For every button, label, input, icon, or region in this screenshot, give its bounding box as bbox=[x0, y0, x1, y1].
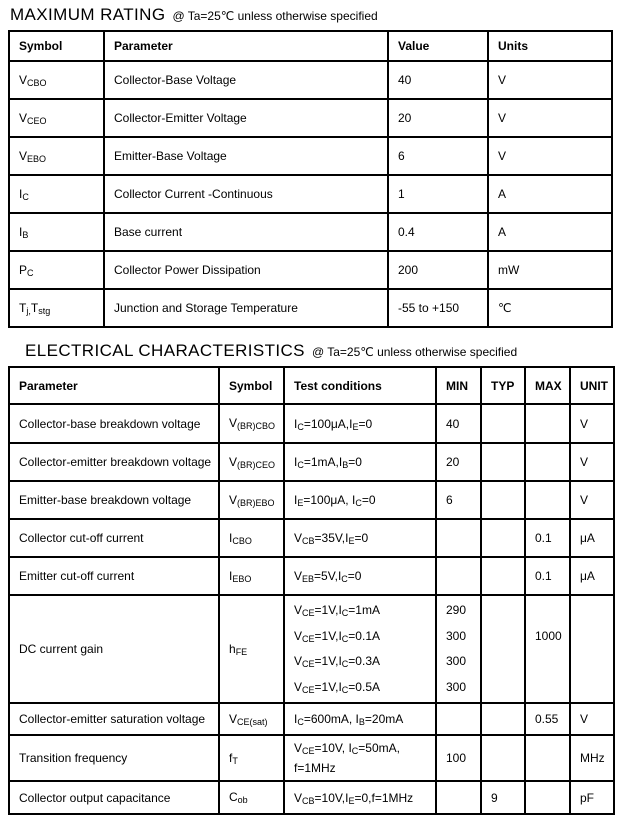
max-rating-row bbox=[9, 213, 612, 251]
subscript: CE bbox=[302, 608, 315, 618]
column-header-symbol: Symbol bbox=[9, 31, 104, 61]
symbol-cell: $P_C$ bbox=[9, 251, 104, 289]
test-conditions-cell bbox=[284, 781, 436, 814]
max-rating-row bbox=[9, 289, 612, 327]
parameter-cell: Emitter-Base Voltage bbox=[104, 137, 388, 175]
maximum-rating-conditions-note: @ Ta=25℃ unless otherwise specified bbox=[172, 9, 378, 23]
column-header-parameter: Parameter bbox=[104, 31, 388, 61]
units-cell: mW bbox=[488, 251, 612, 289]
typ-cell: 9 bbox=[481, 781, 525, 814]
subscript: CB bbox=[302, 536, 315, 546]
test-conditions-cell bbox=[284, 404, 436, 443]
subscript: E bbox=[352, 421, 359, 432]
column-header-typ: TYP bbox=[481, 367, 525, 404]
subscript: CE(sat) bbox=[237, 716, 268, 727]
min-cell bbox=[436, 703, 481, 735]
test-conditions-cell bbox=[284, 481, 436, 519]
symbol-cell: $V_{CBO}$ bbox=[9, 61, 104, 99]
column-header-units: Units bbox=[488, 31, 612, 61]
cell-line: 300 bbox=[446, 679, 467, 694]
subscript: (BR)EBO bbox=[237, 497, 275, 508]
units-cell: ℃ bbox=[488, 289, 612, 327]
cell-line bbox=[535, 598, 565, 624]
min-cell: 20 bbox=[436, 443, 481, 481]
cell-line bbox=[535, 675, 565, 701]
max-rating-row bbox=[9, 99, 612, 137]
value-cell: 200 bbox=[388, 251, 488, 289]
cell-line: 300 bbox=[446, 654, 467, 668]
cell-line: $I_C=600mA$, $I_B=20mA$ bbox=[294, 712, 404, 727]
test-conditions-cell bbox=[284, 703, 436, 735]
cell-line: $V_{CB}=35V,I_E=0$ bbox=[294, 531, 369, 546]
cell-line: $I_E=100\mu A$, $I_C=0$ bbox=[294, 493, 376, 508]
max-cell bbox=[525, 781, 570, 814]
symbol-cell: $I_{EBO}$ bbox=[219, 557, 284, 595]
subscript: C bbox=[297, 717, 304, 727]
min-cell bbox=[436, 557, 481, 595]
electrical-characteristics-conditions-note: @ Ta=25℃ unless otherwise specified bbox=[311, 345, 518, 359]
subscript: E bbox=[348, 536, 355, 546]
maximum-rating-heading: MAXIMUM RATING bbox=[10, 5, 166, 24]
cell-line: $I_C=100\mu A,I_E=0$ bbox=[294, 416, 373, 432]
subscript: B bbox=[358, 717, 365, 727]
typ-cell bbox=[481, 481, 525, 519]
value-cell: 20 bbox=[388, 99, 488, 137]
unit-cell: V bbox=[570, 703, 614, 735]
symbol-cell: $V_{CE(sat)}$ bbox=[219, 703, 284, 735]
typ-cell bbox=[481, 735, 525, 781]
parameter-cell: Collector output capacitance bbox=[9, 781, 219, 814]
parameter-cell: Emitter cut-off current bbox=[9, 557, 219, 595]
electrical-row bbox=[9, 595, 614, 703]
cell-line: f=1MHz bbox=[294, 761, 336, 775]
cell-line: $V_{CE}=1V,I_C=0.3A$ bbox=[294, 654, 380, 669]
min-cell bbox=[436, 519, 481, 557]
cell-line: $V_{CE}=1V,I_C=0.1A$ bbox=[294, 628, 380, 644]
max-cell bbox=[525, 404, 570, 443]
subscript: C bbox=[351, 746, 359, 756]
typ-cell bbox=[481, 703, 525, 735]
symbol-cell: $I_{CBO}$ bbox=[219, 519, 284, 557]
parameter-cell: Junction and Storage Temperature bbox=[104, 289, 388, 327]
subscript: C bbox=[297, 460, 304, 470]
cell-line: $V_{CE}=1V,I_C=0.5A$ bbox=[294, 679, 380, 695]
symbol-cell: $V_{(BR)CBO}$ bbox=[219, 404, 284, 443]
maximum-rating-title bbox=[10, 5, 611, 27]
column-header-symbol: Symbol bbox=[219, 367, 284, 404]
electrical-characteristics-heading: ELECTRICAL CHARACTERISTICS bbox=[25, 341, 305, 360]
subscript: CE bbox=[302, 746, 315, 756]
subscript: EB bbox=[302, 574, 315, 584]
parameter-cell: Collector Power Dissipation bbox=[104, 251, 388, 289]
electrical-header-row bbox=[9, 367, 614, 404]
symbol-cell: $I_B$ bbox=[9, 213, 104, 251]
subscript: CBO bbox=[27, 77, 47, 88]
cell-line: 1000 bbox=[535, 628, 562, 643]
subscript: (BR)CEO bbox=[237, 459, 276, 470]
parameter-cell: DC current gain bbox=[9, 595, 219, 703]
electrical-row bbox=[9, 557, 614, 595]
test-conditions-cell bbox=[284, 519, 436, 557]
typ-cell bbox=[481, 557, 525, 595]
electrical-characteristics-section bbox=[8, 341, 611, 815]
min-cell: 100 bbox=[436, 735, 481, 781]
subscript: EBO bbox=[232, 573, 252, 584]
subscript: C bbox=[22, 191, 29, 202]
symbol-cell: $V_{(BR)EBO}$ bbox=[219, 481, 284, 519]
subscript: (BR)CBO bbox=[237, 421, 276, 431]
subscript: CE bbox=[302, 659, 315, 669]
units-cell: V bbox=[488, 137, 612, 175]
min-cell: 6 bbox=[436, 481, 481, 519]
maximum-rating-section bbox=[8, 5, 611, 328]
max-cell bbox=[525, 443, 570, 481]
min-cell bbox=[436, 781, 481, 814]
column-header-unit: UNIT bbox=[570, 367, 614, 404]
parameter-cell: Collector-emitter saturation voltage bbox=[9, 703, 219, 735]
value-cell: 0.4 bbox=[388, 213, 488, 251]
value-cell: -55 to +150 bbox=[388, 289, 488, 327]
units-cell: A bbox=[488, 213, 612, 251]
cell-line: $V_{CE}=10V$, $I_C=50mA$, bbox=[294, 741, 400, 756]
subscript: CE bbox=[302, 633, 315, 644]
min-cell bbox=[436, 595, 481, 703]
symbol-cell: $T_{j,}T_{stg}$ bbox=[9, 289, 104, 327]
test-conditions-cell bbox=[284, 557, 436, 595]
subscript: ob bbox=[237, 795, 248, 805]
parameter-cell: Collector Current -Continuous bbox=[104, 175, 388, 213]
max-rating-row bbox=[9, 175, 612, 213]
unit-cell: μA bbox=[570, 519, 614, 557]
symbol-cell: $C_{ob}$ bbox=[219, 781, 284, 814]
parameter-cell: Collector-base breakdown voltage bbox=[9, 404, 219, 443]
max-rating-row bbox=[9, 61, 612, 99]
column-header-value: Value bbox=[388, 31, 488, 61]
units-cell: A bbox=[488, 175, 612, 213]
subscript: C bbox=[341, 659, 349, 669]
parameter-cell: Transition frequency bbox=[9, 735, 219, 781]
subscript: stg bbox=[38, 305, 51, 316]
subscript: T bbox=[232, 755, 238, 766]
parameter-cell: Collector-emitter breakdown voltage bbox=[9, 443, 219, 481]
subscript: C bbox=[341, 684, 349, 695]
unit-cell: V bbox=[570, 443, 614, 481]
typ-cell bbox=[481, 595, 525, 703]
subscript: C bbox=[341, 633, 349, 644]
test-conditions-cell bbox=[284, 443, 436, 481]
parameter-cell: Collector cut-off current bbox=[9, 519, 219, 557]
subscript: CE bbox=[302, 684, 315, 695]
symbol-cell: $V_{EBO}$ bbox=[9, 137, 104, 175]
subscript: B bbox=[22, 229, 29, 240]
max-rating-row bbox=[9, 137, 612, 175]
parameter-cell: Collector-Emitter Voltage bbox=[104, 99, 388, 137]
unit-cell: pF bbox=[570, 781, 614, 814]
electrical-row bbox=[9, 443, 614, 481]
max-rating-header-row bbox=[9, 31, 612, 61]
electrical-row bbox=[9, 703, 614, 735]
symbol-cell: $I_C$ bbox=[9, 175, 104, 213]
max-cell: 0.55 bbox=[525, 703, 570, 735]
unit-cell bbox=[570, 595, 614, 703]
max-cell: 0.1 bbox=[525, 519, 570, 557]
typ-cell bbox=[481, 404, 525, 443]
unit-cell: V bbox=[570, 481, 614, 519]
subscript: EBO bbox=[27, 153, 47, 164]
electrical-row bbox=[9, 404, 614, 443]
unit-cell: MHz bbox=[570, 735, 614, 781]
subscript: C bbox=[355, 498, 362, 508]
column-header-min: MIN bbox=[436, 367, 481, 404]
column-header-max: MAX bbox=[525, 367, 570, 404]
units-cell: V bbox=[488, 99, 612, 137]
cell-line: 300 bbox=[446, 628, 467, 643]
subscript: C bbox=[297, 421, 304, 432]
symbol-cell: $V_{CEO}$ bbox=[9, 99, 104, 137]
subscript: CEO bbox=[27, 115, 47, 126]
unit-cell: μA bbox=[570, 557, 614, 595]
test-conditions-cell bbox=[284, 595, 436, 703]
electrical-row bbox=[9, 519, 614, 557]
value-cell: 40 bbox=[388, 61, 488, 99]
max-cell bbox=[525, 735, 570, 781]
column-header-parameter: Parameter bbox=[9, 367, 219, 404]
maximum-rating-table bbox=[8, 30, 613, 328]
electrical-characteristics-title bbox=[10, 341, 611, 363]
parameter-cell: Emitter-base breakdown voltage bbox=[9, 481, 219, 519]
subscript: FE bbox=[235, 646, 248, 657]
electrical-row bbox=[9, 735, 614, 781]
min-cell: 40 bbox=[436, 404, 481, 443]
electrical-row bbox=[9, 781, 614, 814]
units-cell: V bbox=[488, 61, 612, 99]
test-conditions-cell bbox=[284, 735, 436, 781]
column-header-test-conditions: Test conditions bbox=[284, 367, 436, 404]
cell-line: $I_C=1mA,I_B=0$ bbox=[294, 455, 362, 470]
subscript: C bbox=[27, 267, 34, 278]
cell-line: $V_{CE}=1V,I_C=1mA$ bbox=[294, 603, 380, 618]
max-rating-row bbox=[9, 251, 612, 289]
max-cell bbox=[525, 481, 570, 519]
cell-line: $V_{CB}=10V,I_E=0,f=1MHz$ bbox=[294, 790, 414, 806]
symbol-cell: $h_{FE}$ bbox=[219, 595, 284, 703]
cell-line: 290 bbox=[446, 603, 467, 617]
value-cell: 6 bbox=[388, 137, 488, 175]
electrical-characteristics-table bbox=[8, 366, 615, 815]
subscript: E bbox=[297, 498, 304, 508]
parameter-cell: Base current bbox=[104, 213, 388, 251]
subscript: CBO bbox=[232, 535, 252, 546]
value-cell: 1 bbox=[388, 175, 488, 213]
max-cell: 0.1 bbox=[525, 557, 570, 595]
parameter-cell: Collector-Base Voltage bbox=[104, 61, 388, 99]
electrical-row bbox=[9, 481, 614, 519]
max-cell bbox=[525, 595, 570, 703]
typ-cell bbox=[481, 443, 525, 481]
symbol-cell: $f_T$ bbox=[219, 735, 284, 781]
subscript: CB bbox=[302, 795, 315, 806]
subscript: j, bbox=[26, 305, 31, 316]
subscript: E bbox=[348, 795, 355, 806]
typ-cell bbox=[481, 519, 525, 557]
cell-line bbox=[535, 649, 565, 675]
symbol-cell: $V_{(BR)CEO}$ bbox=[219, 443, 284, 481]
subscript: B bbox=[342, 460, 349, 470]
subscript: C bbox=[341, 608, 349, 618]
cell-line: $V_{EB}=5V,I_C=0$ bbox=[294, 569, 362, 584]
subscript: C bbox=[341, 574, 348, 584]
unit-cell: V bbox=[570, 404, 614, 443]
